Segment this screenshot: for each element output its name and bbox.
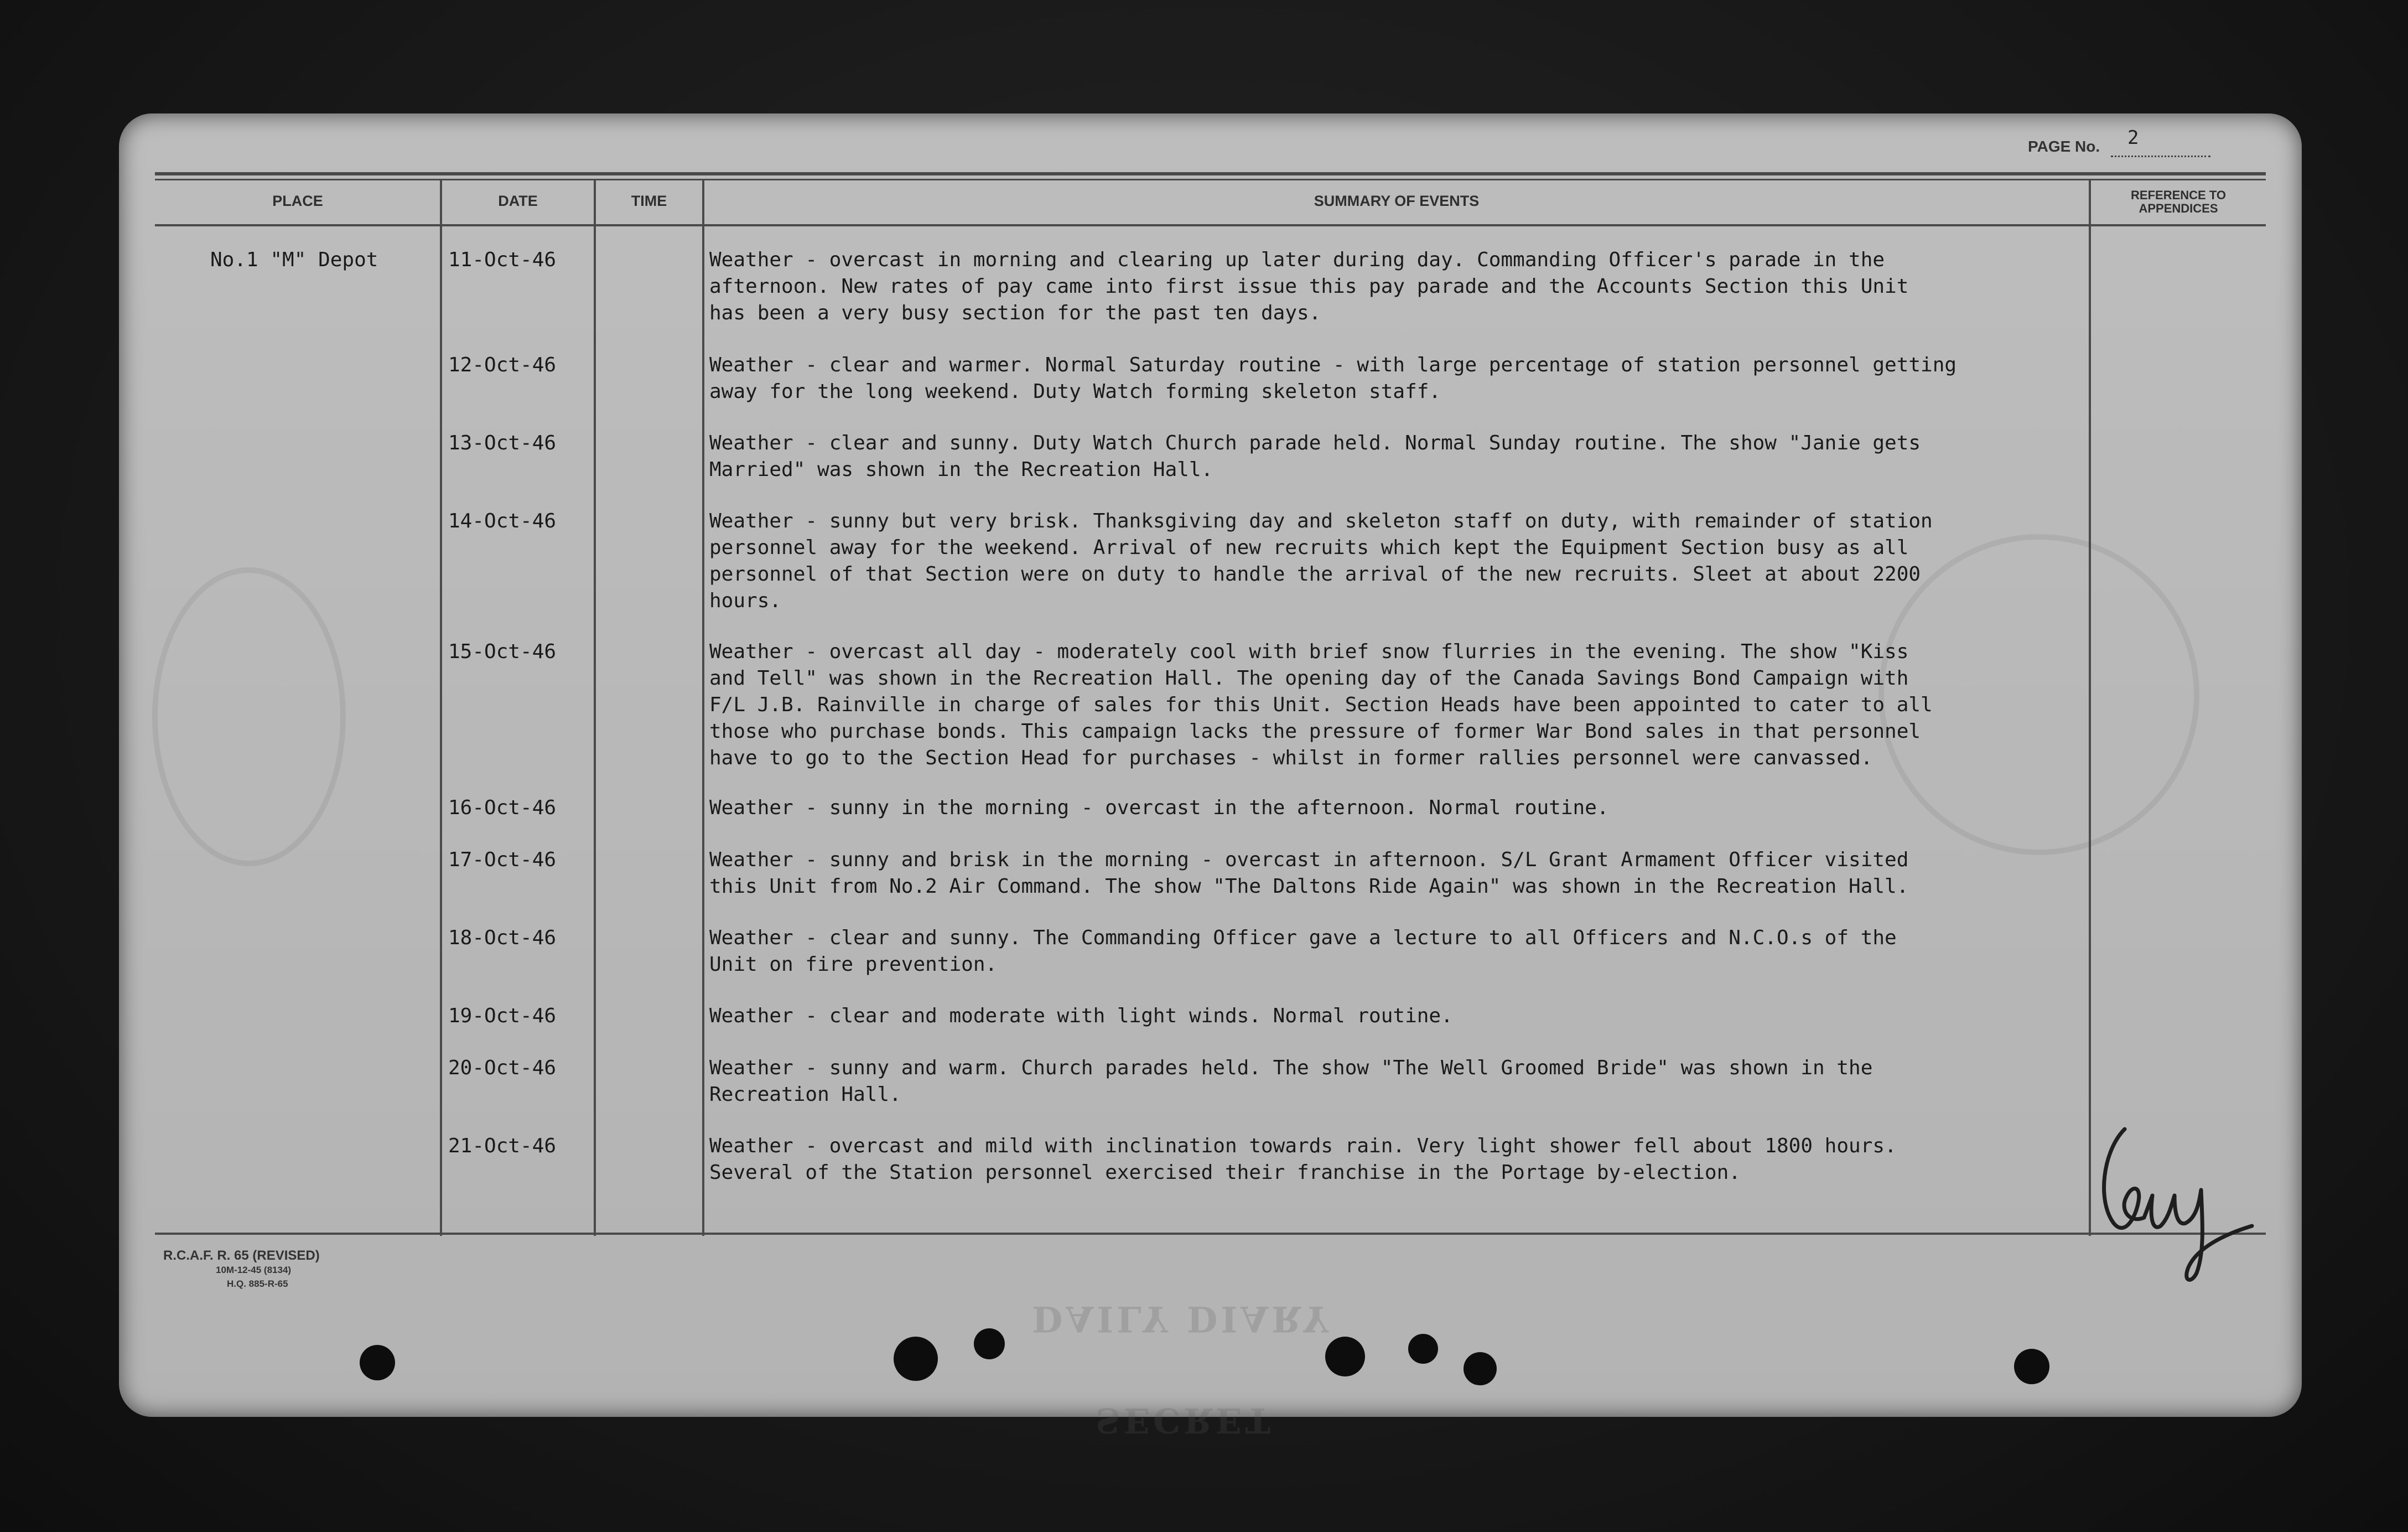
column-header-summary: SUMMARY OF EVENTS bbox=[1314, 193, 1480, 209]
punch-hole bbox=[1464, 1352, 1497, 1385]
daily-diary-form bbox=[119, 113, 2302, 1441]
entry-date: 12-Oct-46 bbox=[448, 354, 557, 376]
entry-summary: Weather - overcast in morning and clearing up later during day. Commanding Officer's parade in the afternoon. New rates of pay came into first issue this pay parade and the Accounts Section this Unit has been a very busy section for the past ten days. bbox=[709, 249, 1909, 324]
entry-date: 11-Oct-46 bbox=[448, 249, 557, 271]
diary-entries bbox=[119, 113, 2302, 1417]
entry-summary: Weather - sunny in the morning - overcast in the afternoon. Normal routine. bbox=[709, 796, 1609, 819]
entry-summary: Weather - clear and sunny. Duty Watch Church parade held. Normal Sunday routine. The show "Janie gets Married" was shown in the Recreation Hall. bbox=[709, 432, 1921, 481]
entry-summary: Weather - sunny and brisk in the morning - overcast in afternoon. S/L Grant Armament Officer visited this Unit from No.2 Air Command. The show "The Daltons Ride Again" was shown in the Recreation Hall. bbox=[709, 848, 1909, 898]
entry-date: 21-Oct-46 bbox=[448, 1135, 557, 1157]
entry-date: 14-Oct-46 bbox=[448, 510, 557, 532]
column-header-date: DATE bbox=[498, 193, 538, 209]
punch-hole bbox=[1408, 1334, 1438, 1364]
bleed-through-daily-diary: DAILY DIARY bbox=[1032, 1298, 1332, 1339]
bleed-through-secret: SECRET bbox=[1096, 1400, 1274, 1441]
punch-hole bbox=[1325, 1337, 1365, 1376]
entry-summary: Weather - overcast and mild with inclination towards rain. Very light shower fell about 1800 hours. Several of the Station personnel exercised their franchise in the Portage by-election. bbox=[709, 1135, 1897, 1184]
entry-summary: Weather - sunny and warm. Church parades held. The show "The Well Groomed Bride" was shown in the Recreation Hall. bbox=[709, 1057, 1873, 1106]
form-reference-line1: R.C.A.F. R. 65 (REVISED) bbox=[163, 1248, 320, 1263]
column-header-time: TIME bbox=[631, 193, 667, 209]
entry-date: 20-Oct-46 bbox=[448, 1057, 557, 1079]
form-reference-line2: 10M-12-45 (8134) bbox=[216, 1265, 292, 1275]
entry-summary: Weather - clear and warmer. Normal Saturday routine - with large percentage of station personnel getting away for the long weekend. Duty Watch forming skeleton staff. bbox=[709, 354, 1957, 403]
page-number-label: PAGE No. bbox=[2028, 138, 2100, 155]
entry-summary: Weather - sunny but very brisk. Thanksgiving day and skeleton staff on duty, with remainder of station personnel away for the weekend. Arrival of new recruits which kept the Equipment Section busy as all personnel of that Section were on duty to handle the arrival of the new recruits. Sleet at about 2200 hours. bbox=[709, 510, 1933, 612]
entry-date: 15-Oct-46 bbox=[448, 640, 557, 663]
reference-header-line1: REFERENCE TO bbox=[2131, 188, 2226, 202]
punch-hole bbox=[2014, 1349, 2049, 1384]
initials-signature bbox=[2092, 1107, 2258, 1295]
place-value: No.1 "M" Depot bbox=[210, 249, 378, 271]
page-number-value: 2 bbox=[2127, 127, 2139, 149]
entry-summary: Weather - clear and moderate with light winds. Normal routine. bbox=[709, 1005, 1453, 1027]
punch-hole bbox=[894, 1337, 938, 1381]
column-header-place: PLACE bbox=[272, 193, 323, 209]
entry-summary: Weather - overcast all day - moderately cool with brief snow flurries in the evening. The show "Kiss and Tell" was shown in the Recreation Hall. The opening day of the Canada Savings Bond Campaign with F/L J.B. Rainville in charge of sales for this Unit. Section Heads have been appointed to cater to all those who purchase bonds. This campaign lacks the pressure of former War Bond sales in that personnel have to go to the Section Head for purchases - whilst in former rallies personnel were canvassed. bbox=[709, 640, 1933, 769]
reference-header-line2: APPENDICES bbox=[2139, 201, 2218, 215]
entry-date: 16-Oct-46 bbox=[448, 796, 557, 819]
entry-date: 19-Oct-46 bbox=[448, 1005, 557, 1027]
entry-date: 17-Oct-46 bbox=[448, 848, 557, 871]
form-reference-line3: H.Q. 885-R-65 bbox=[227, 1279, 288, 1289]
entry-date: 18-Oct-46 bbox=[448, 927, 557, 949]
entry-date: 13-Oct-46 bbox=[448, 432, 557, 454]
punch-hole bbox=[974, 1328, 1005, 1359]
entry-summary: Weather - clear and sunny. The Commanding Officer gave a lecture to all Officers and N.C.O.s of the Unit on fire prevention. bbox=[709, 927, 1897, 976]
punch-hole bbox=[360, 1345, 395, 1380]
